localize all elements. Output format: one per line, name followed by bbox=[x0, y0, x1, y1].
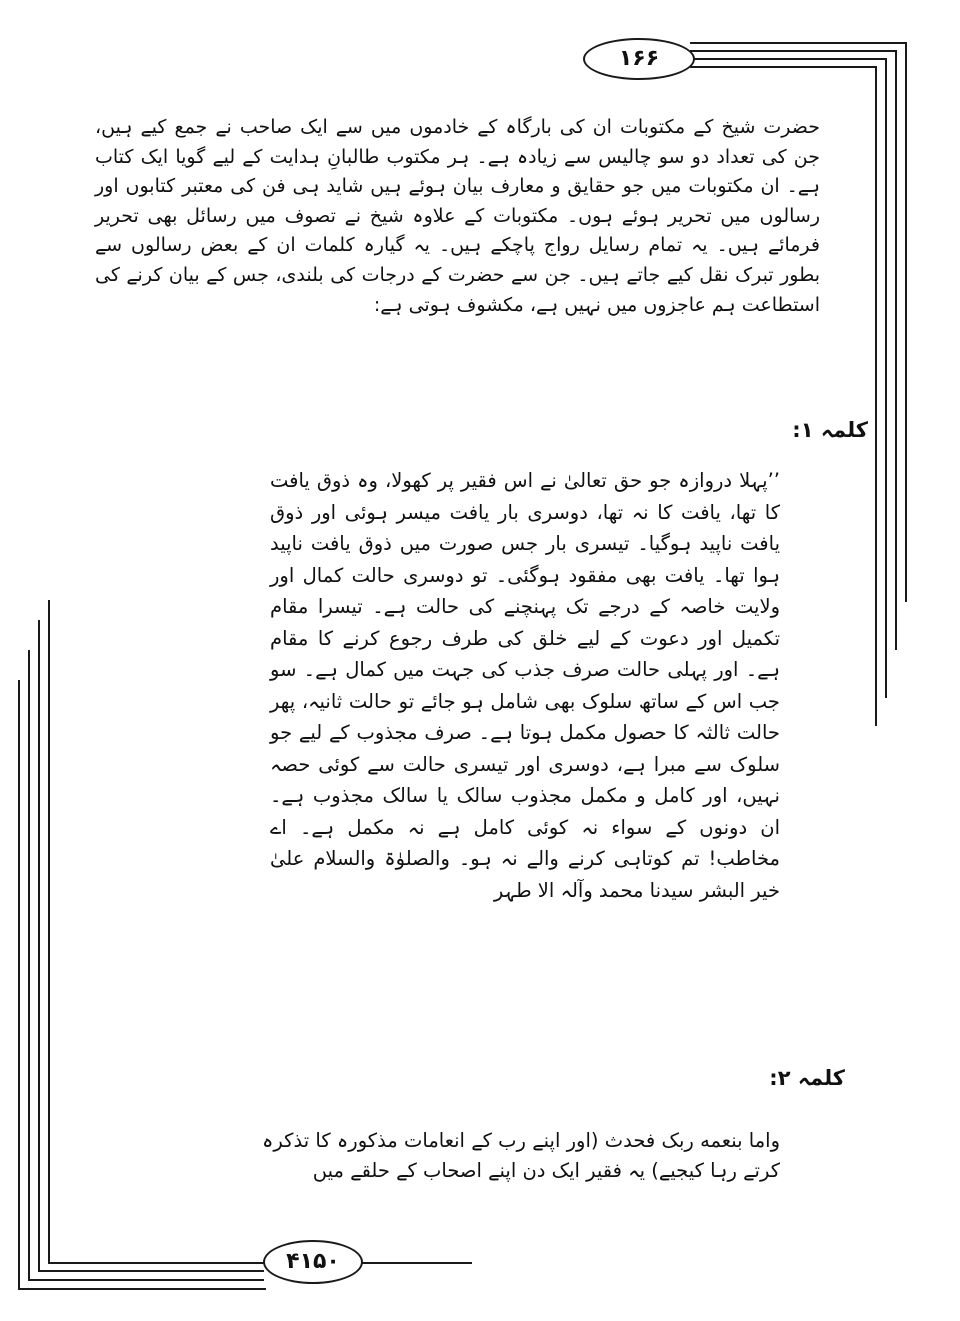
frame-top-line-outer bbox=[690, 42, 905, 44]
page-number-bottom: ۴۱۵۰ bbox=[263, 1240, 363, 1284]
frame-right-line-innermost bbox=[875, 66, 877, 726]
frame-bottom-line-outer bbox=[18, 1288, 266, 1290]
frame-left-line-outer bbox=[18, 680, 20, 1290]
frame-left-line-innermost bbox=[48, 600, 50, 1264]
frame-left-line-inner bbox=[38, 620, 40, 1272]
frame-bottom-line-inner bbox=[38, 1270, 264, 1272]
intro-paragraph: حضرت شیخ کے مکتوبات ان کی بارگاہ کے خادموں میں سے ایک صاحب نے جمع کیے ہیں، جن کی تعداد دو سو چالیس سے زیادہ ہے۔ ہر مکتوب طالبانِ ہدایت کے لیے گویا ایک کتاب ہے۔ ان مکتوبات میں جو حقایق و معارف بیان ہوئے ہیں شاید ہی فن کی معتبر کتابوں اور رسالوں میں تحریر ہوئے ہوں۔ مکتوبات کے علاوہ شیخ نے تصوف میں رسائل بھی تحریر فرمائے ہیں۔ یہ تمام رسایل رواج پاچکے ہیں۔ یہ گیارہ کلمات ان کے بعض رسالوں سے بطور تبرک نقل کیے جاتے ہیں۔ جن سے حضرت کے درجات کی بلندی، جس کے بیان کرنے کی استطاعت ہم عاجزوں میں نہیں ہے، مکشوف ہوتی ہے: bbox=[95, 116, 820, 316]
frame-bottom-line-innermost bbox=[48, 1262, 264, 1264]
frame-top-line-innermost bbox=[690, 66, 875, 68]
page-number-top: ۱۶۶ bbox=[583, 38, 695, 80]
section-text-kalima-2: واما بنعمه ربک فحدث (اور اپنے رب کے انعامات مذکورہ کا تذکرہ کرتے رہا کیجیے) یہ فقیر ایک دن اپنے اصحاب کے حلقے میں bbox=[262, 1129, 780, 1182]
frame-bottom-line-middle bbox=[28, 1279, 264, 1281]
frame-right-line-outer bbox=[905, 42, 907, 602]
section-heading-kalima-2: کلمہ ۲: bbox=[769, 1066, 845, 1090]
frame-left-line-middle bbox=[28, 650, 30, 1280]
frame-right-line-inner bbox=[885, 58, 887, 698]
section-heading-kalima-1: کلمہ ۱: bbox=[792, 418, 868, 442]
frame-top-line-middle bbox=[690, 50, 895, 52]
frame-bottom-right-line bbox=[362, 1262, 472, 1264]
frame-right-line-middle bbox=[895, 50, 897, 650]
frame-top-line-inner bbox=[690, 58, 885, 60]
section-text-kalima-1: ’’پہلا دروازہ جو حق تعالیٰ نے اس فقیر پر کھولا، وہ ذوق یافت کا تھا، یافت کا نہ تھا، دوسری بار یافت میسر ہوئی اور ذوق یافت ناپید ہوگیا۔ تیسری بار جس صورت میں ذوق یافت ناپید ہوا تھا۔ یافت بھی مفقود ہوگئی۔ تو دوسری حالت کمال اور ولایت خاصہ کے درجے تک پہنچنے کی حالت ہے۔ تیسرا مقام تکمیل اور دعوت کے لیے خلق کی طرف رجوع کرنے کا مقام ہے۔ اور پہلی حالت صرف جذب کی جہت میں کمال ہے۔ سو جب اس کے ساتھ سلوک بھی شامل ہو جائے تو حالت ثانیہ، پھر حالت ثالثہ کا حصول مکمل ہوتا ہے۔ صرف مجذوب کے لیے جو سلوک سے مبرا ہے، دوسری اور تیسری حالت سے کوئی حصہ نہیں، اور کامل و مکمل مجذوب سالک یا سالک مجذوب ہے۔ ان دونوں کے سواء نہ کوئی کامل ہے نہ مکمل ہے۔ اے مخاطب! تم کوتاہی کرنے والے نہ ہو۔ والصلوٰۃ والسلام علیٰ خیر البشر سیدنا محمد وآلہ الا طہر bbox=[270, 469, 780, 902]
